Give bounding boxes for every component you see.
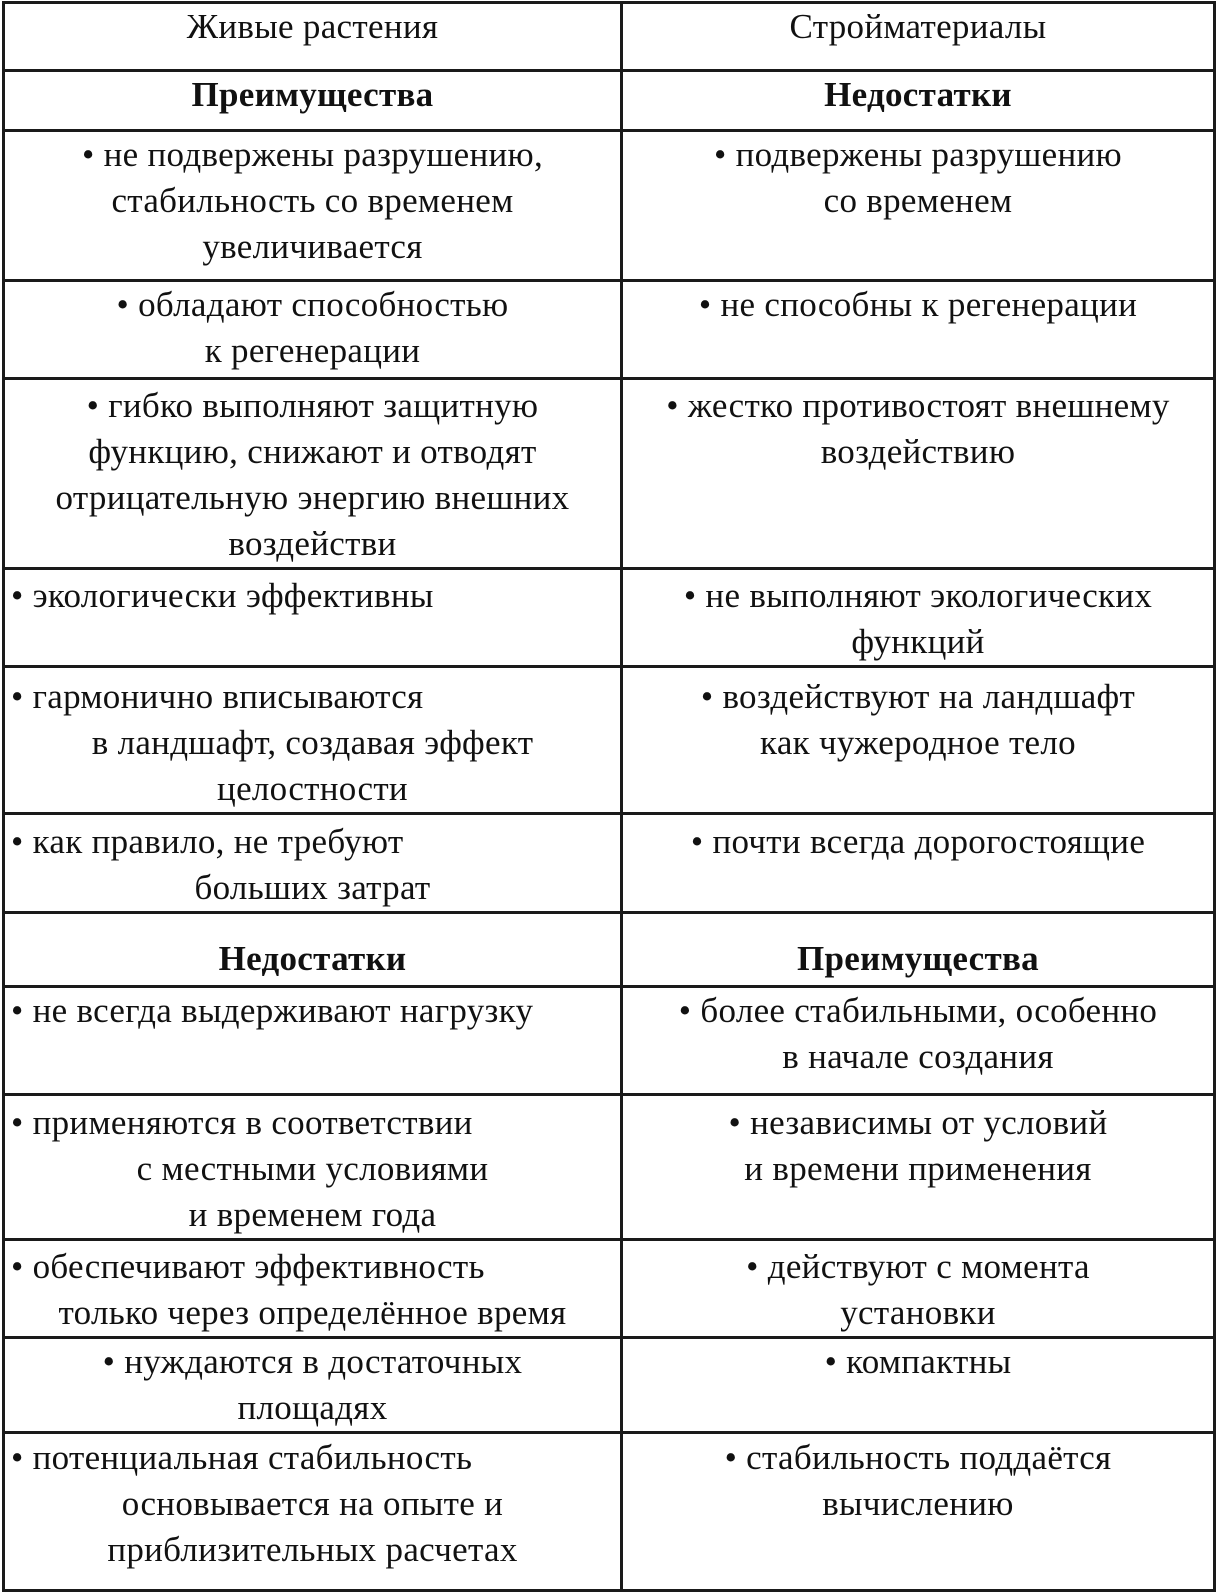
cell-line: • нуждаются в достаточных bbox=[102, 1342, 523, 1381]
section-title-right bbox=[622, 71, 1215, 131]
cell-line: • воздействуют на ландшафт bbox=[700, 677, 1136, 716]
cell-line: • компактны bbox=[824, 1342, 1012, 1381]
section-title-text: Недостатки bbox=[824, 75, 1012, 114]
cell-left bbox=[4, 131, 622, 281]
cell-line: только через определённое время bbox=[58, 1293, 567, 1332]
section-title-right bbox=[622, 913, 1215, 987]
cell-line: как чужеродное тело bbox=[760, 723, 1076, 762]
cell-right bbox=[622, 987, 1215, 1095]
cell-left bbox=[4, 667, 622, 814]
cell-line: • обладают способностью bbox=[116, 285, 509, 324]
cell-line: • жестко противостоят внешнему bbox=[666, 386, 1170, 425]
cell-line: вычислению bbox=[822, 1484, 1014, 1523]
cell-right bbox=[622, 379, 1215, 569]
section-title-row bbox=[4, 913, 1215, 987]
header-text: Живые растения bbox=[186, 7, 439, 46]
cell-line: увеличивается bbox=[202, 227, 423, 266]
cell-line: к регенерации bbox=[204, 331, 421, 370]
cell-right bbox=[622, 1095, 1215, 1240]
cell-line: • как правило, не требуют bbox=[11, 822, 404, 861]
cell-line: основывается на опыте и bbox=[121, 1484, 504, 1523]
cell-line: • экологически эффективны bbox=[11, 576, 434, 615]
header-row bbox=[4, 3, 1215, 71]
cell-line: функций bbox=[851, 622, 985, 661]
table-row bbox=[4, 667, 1215, 814]
cell-line: • подвержены разрушению bbox=[713, 135, 1123, 174]
cell-line: установки bbox=[840, 1293, 996, 1332]
cell-line: • почти всегда дорогостоящие bbox=[690, 822, 1146, 861]
cell-line: приблизительных расчетах bbox=[107, 1530, 518, 1569]
cell-right bbox=[622, 1338, 1215, 1433]
cell-line: • применяются в соответствии bbox=[11, 1103, 473, 1142]
table-row bbox=[4, 569, 1215, 667]
cell-line: воздействию bbox=[820, 432, 1016, 471]
cell-line: • не подвержены разрушению, bbox=[82, 135, 543, 174]
cell-line: • действуют с момента bbox=[746, 1247, 1090, 1286]
cell-line: со временем bbox=[823, 181, 1013, 220]
table-row bbox=[4, 1240, 1215, 1338]
cell-left bbox=[4, 281, 622, 379]
cell-line: • более стабильными, особенно bbox=[678, 991, 1158, 1030]
table-row bbox=[4, 1338, 1215, 1433]
section-title-text: Преимущества bbox=[191, 75, 434, 114]
header-cell-living-plants bbox=[4, 3, 622, 71]
cell-left bbox=[4, 1095, 622, 1240]
cell-right bbox=[622, 281, 1215, 379]
table-row bbox=[4, 379, 1215, 569]
table-row bbox=[4, 987, 1215, 1095]
cell-line: • обеспечивают эффективность bbox=[11, 1247, 485, 1286]
cell-line: в ландшафт, создавая эффект bbox=[91, 723, 534, 762]
cell-line: • гибко выполняют защитную bbox=[86, 386, 539, 425]
table-row bbox=[4, 131, 1215, 281]
cell-left bbox=[4, 1240, 622, 1338]
cell-right bbox=[622, 131, 1215, 281]
cell-line: в начале создания bbox=[782, 1037, 1054, 1076]
cell-line: площадях bbox=[237, 1388, 388, 1427]
section-title-text: Преимущества bbox=[797, 939, 1039, 978]
cell-line: • не способны к регенерации bbox=[698, 285, 1138, 324]
cell-right bbox=[622, 814, 1215, 913]
cell-line: отрицательную энергию внешних bbox=[55, 478, 570, 517]
cell-line: воздействи bbox=[228, 524, 397, 563]
header-text: Стройматериалы bbox=[789, 7, 1047, 46]
cell-line: и времени применения bbox=[744, 1149, 1092, 1188]
cell-line: • независимы от условий bbox=[728, 1103, 1108, 1142]
cell-right bbox=[622, 1240, 1215, 1338]
section-title-left bbox=[4, 71, 622, 131]
cell-left bbox=[4, 1338, 622, 1433]
table-row bbox=[4, 1095, 1215, 1240]
cell-line: • стабильность поддаётся bbox=[724, 1438, 1112, 1477]
cell-right bbox=[622, 1433, 1215, 1591]
cell-line: больших затрат bbox=[194, 868, 431, 907]
cell-line: с местными условиями bbox=[136, 1149, 489, 1188]
section-title-left bbox=[4, 913, 622, 987]
cell-left bbox=[4, 1433, 622, 1591]
cell-left bbox=[4, 987, 622, 1095]
cell-right bbox=[622, 569, 1215, 667]
cell-left bbox=[4, 814, 622, 913]
table-row bbox=[4, 814, 1215, 913]
table-row bbox=[4, 281, 1215, 379]
cell-line: • не выполняют экологических bbox=[683, 576, 1153, 615]
cell-line: • потенциальная стабильность bbox=[11, 1438, 473, 1477]
table-row bbox=[4, 1433, 1215, 1591]
cell-line: функцию, снижают и отводят bbox=[88, 432, 537, 471]
cell-line: целостности bbox=[217, 769, 408, 808]
section-title-row bbox=[4, 71, 1215, 131]
section-title-text: Недостатки bbox=[218, 939, 407, 978]
cell-line: • гармонично вписываются bbox=[11, 677, 424, 716]
cell-left bbox=[4, 569, 622, 667]
cell-line: стабильность со временем bbox=[111, 181, 514, 220]
cell-left bbox=[4, 379, 622, 569]
cell-line: и временем года bbox=[188, 1195, 437, 1234]
header-cell-building-materials bbox=[622, 3, 1215, 71]
cell-right bbox=[622, 667, 1215, 814]
comparison-table bbox=[2, 1, 1216, 1592]
cell-line: • не всегда выдерживают нагрузку bbox=[11, 991, 534, 1030]
